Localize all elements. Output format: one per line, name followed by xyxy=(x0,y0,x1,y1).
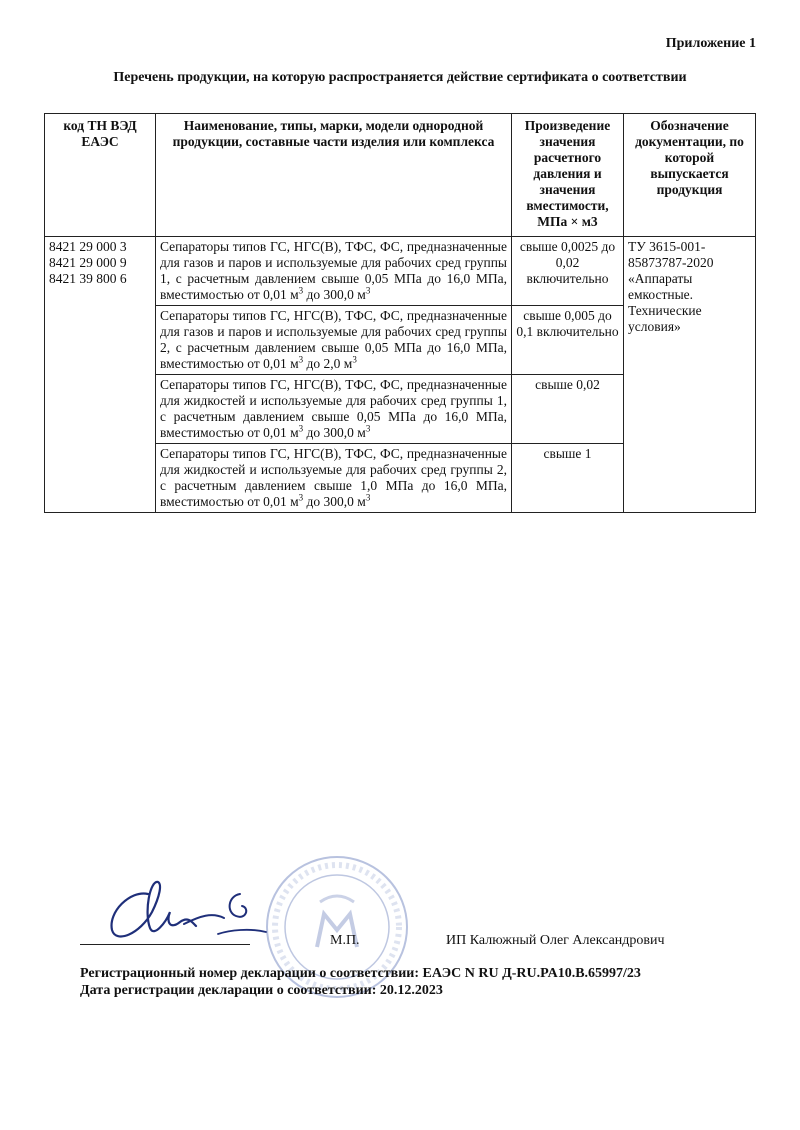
registration-date: Дата регистрации декларации о соответствии: 20.12.2023 xyxy=(80,983,443,998)
documentation-cell: ТУ 3615-001- 85873787-2020 «Аппараты емкостные. Технические условия» xyxy=(624,237,756,513)
appendix-label: Приложение 1 xyxy=(665,36,756,51)
document-title: Перечень продукции, на которую распространяется действие сертификата о соответствии xyxy=(113,70,687,85)
tnved-code: 8421 29 000 3 xyxy=(49,239,127,254)
signature-line xyxy=(80,944,250,945)
product-description: Сепараторы типов ГС, НГС(В), ТФС, ФС, предназначенные для жидкостей и используемые для рабочих сред группы 1, с расчетным давлением свыше 0,05 МПа до 16,0 МПа, вместимостью от 0,01 $м^3$ до 300,0 $м^3$ xyxy=(156,375,512,444)
column-header-value: Произведение значения расчетного давления и значения вместимости, МПа × м3 xyxy=(512,114,624,237)
product-description: Сепараторы типов ГС, НГС(В), ТФС, ФС, предназначенные для газов и паров и используемые для рабочих сред группы 1, с расчетным давлением свыше 0,05 МПа до 16,0 МПа, вместимостью от 0,01 $м^3$ до 300,0 $м^3$ xyxy=(156,237,512,306)
tnved-codes-cell xyxy=(45,237,156,513)
table-header-row xyxy=(45,114,756,237)
pressure-volume-value: свыше 0,005 до 0,1 включительно xyxy=(512,306,624,375)
column-header-code: код ТН ВЭД ЕАЭС xyxy=(45,114,156,237)
registration-number: Регистрационный номер декларации о соответствии: ЕАЭС N RU Д-RU.PA10.B.65997/23 xyxy=(80,966,641,981)
column-header-name: Наименование, типы, марки, модели однородной продукции, составные части изделия или комплекса xyxy=(156,114,512,237)
product-description: Сепараторы типов ГС, НГС(В), ТФС, ФС, предназначенные для жидкостей и используемые для рабочих сред группы 2, с расчетным давлением свыше 1,0 МПа до 16,0 МПа, вместимостью от 0,01 $м^3$ до 300,0 $м^3$ xyxy=(156,444,512,513)
column-header-documentation: Обозначение документации, по которой выпускается продукция xyxy=(624,114,756,237)
product-description: Сепараторы типов ГС, НГС(В), ТФС, ФС, предназначенные для газов и паров и используемые для рабочих сред группы 2, с расчетным давлением свыше 0,05 МПа до 16,0 МПа, вместимостью от 0,01 $м^3$ до 2,0 $м^3$ xyxy=(156,306,512,375)
signature xyxy=(100,872,270,952)
table-row xyxy=(45,237,756,306)
pressure-volume-value: свыше 0,0025 до 0,02 включительно xyxy=(512,237,624,306)
signer-name: ИП Калюжный Олег Александрович xyxy=(446,933,665,948)
pressure-volume-value: свыше 1 xyxy=(512,444,624,513)
stamp-place-label: М.П. xyxy=(330,933,360,948)
tnved-code: 8421 39 800 6 xyxy=(49,271,127,286)
tnved-code: 8421 29 000 9 xyxy=(49,255,127,270)
pressure-volume-value: свыше 0,02 xyxy=(512,375,624,444)
products-table xyxy=(44,113,756,513)
